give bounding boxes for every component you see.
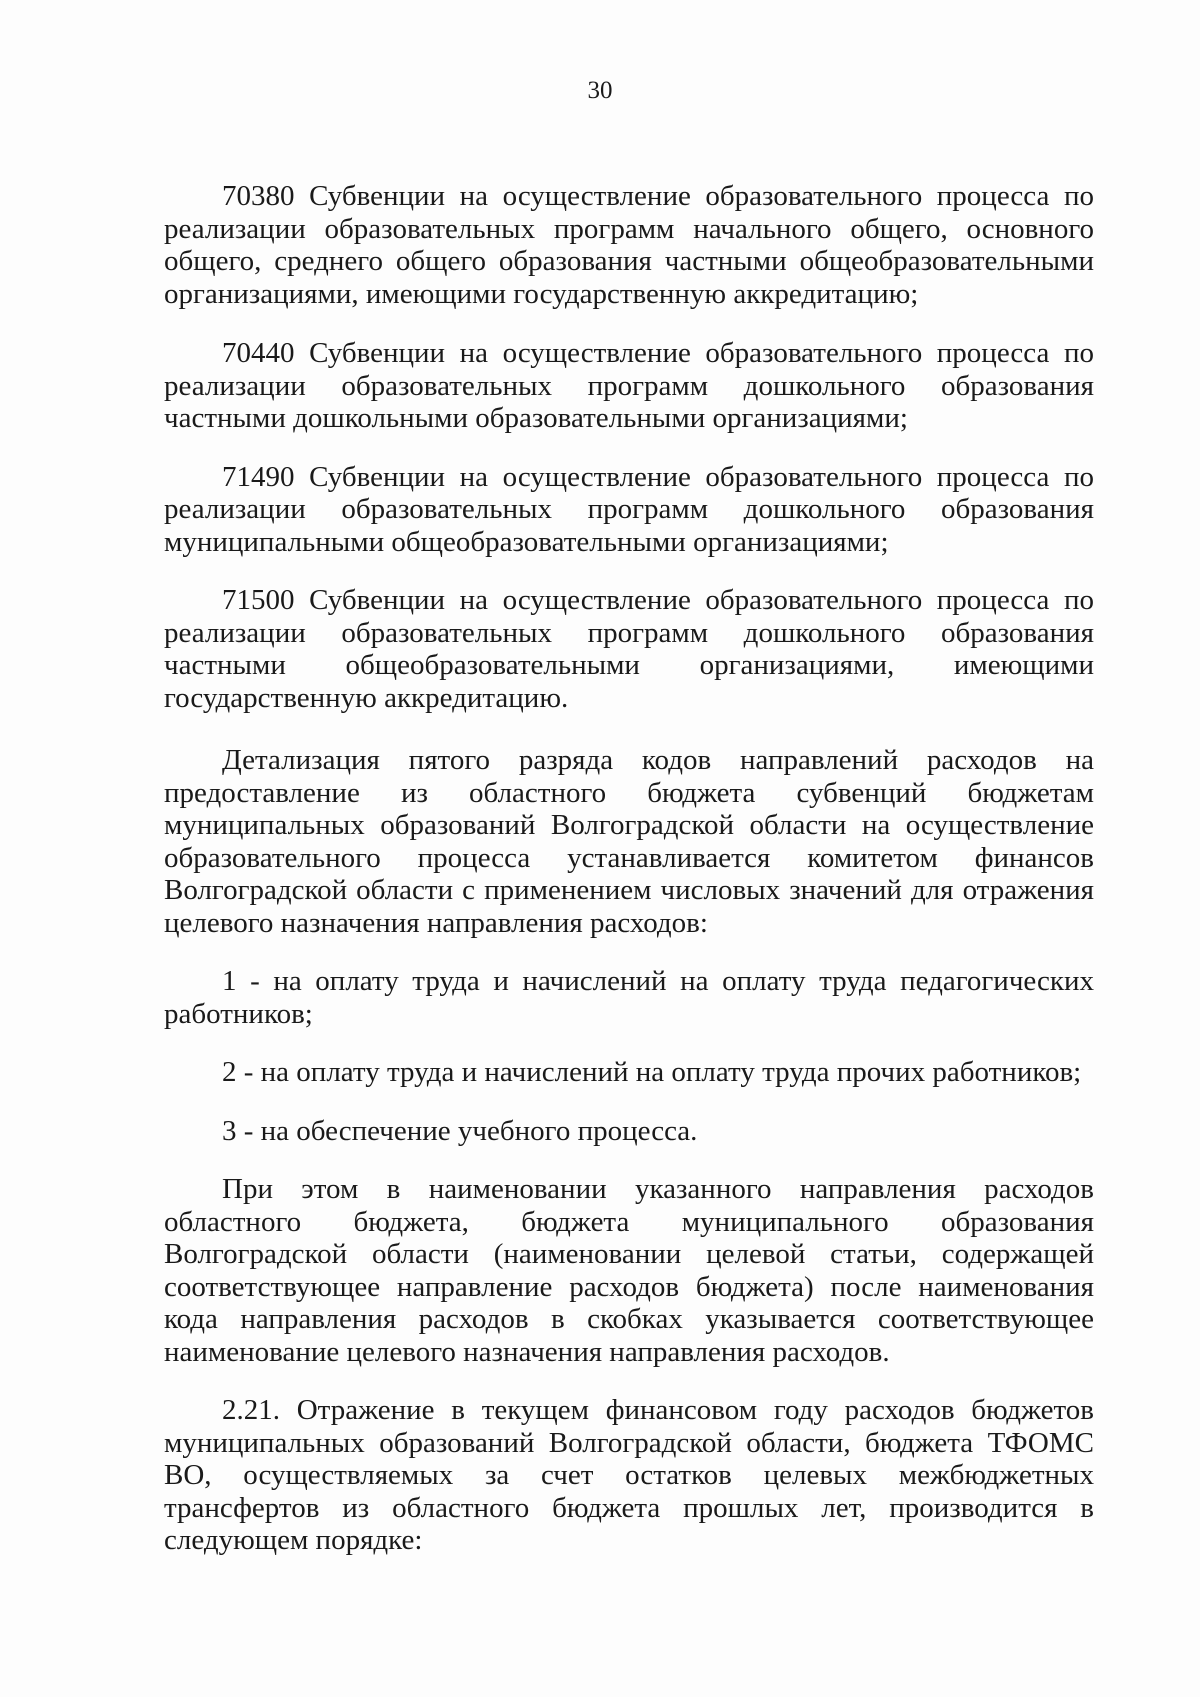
list-item-1: 1 - на оплату труда и начислений на оплату труда педагогических работников; <box>164 965 1094 1030</box>
paragraph-71500: 71500 Субвенции на осуществление образовательного процесса по реализации образовательных программ дошкольного образования частными общеобразовательными организациями, имеющими государственную аккредитацию. <box>164 584 1094 714</box>
page-number: 30 <box>587 77 613 104</box>
paragraph-2-21: 2.21. Отражение в текущем финансовом году расходов бюджетов муниципальных образований Волгоградской области, бюджета ТФОМС ВО, осуществляемых за счет остатков целевых межбюджетных трансфертов из областного бюджета прошлых лет, производится в следующем порядке: <box>164 1394 1094 1556</box>
paragraph-detailing: Детализация пятого разряда кодов направлений расходов на предоставление из областного бюджета субвенций бюджетам муниципальных образований Волгоградской области на осуществление образовательного процесса устанавливается комитетом финансов Волгоградской области с применением числовых значений для отражения целевого назначения направления расходов: <box>164 744 1094 939</box>
paragraph-71490: 71490 Субвенции на осуществление образовательного процесса по реализации образовательных программ дошкольного образования муниципальными общеобразовательными организациями; <box>164 460 1094 558</box>
list-item-3: 3 - на обеспечение учебного процесса. <box>222 1114 698 1147</box>
list-item-2: 2 - на оплату труда и начислений на оплату труда прочих работников; <box>222 1056 1082 1088</box>
paragraph-naming-note: При этом в наименовании указанного направления расходов областного бюджета, бюджета муниципального образования Волгоградской области (наименовании целевой статьи, содержащей соответствующее направление расходов бюджета) после наименования кода направления расходов в скобках указывается соответствующее наименование целевого назначения направления расходов. <box>164 1173 1094 1368</box>
document-body <box>164 180 1094 1557</box>
paragraph-70440: 70440 Субвенции на осуществление образовательного процесса по реализации образовательных программ дошкольного образования частными дошкольными образовательными организациями; <box>164 337 1094 434</box>
paragraph-70380: 70380 Субвенции на осуществление образовательного процесса по реализации образовательных программ начального общего, основного общего, среднего общего образования частными общеобразовательными организациями, имеющими государственную аккредитацию; <box>164 180 1094 310</box>
